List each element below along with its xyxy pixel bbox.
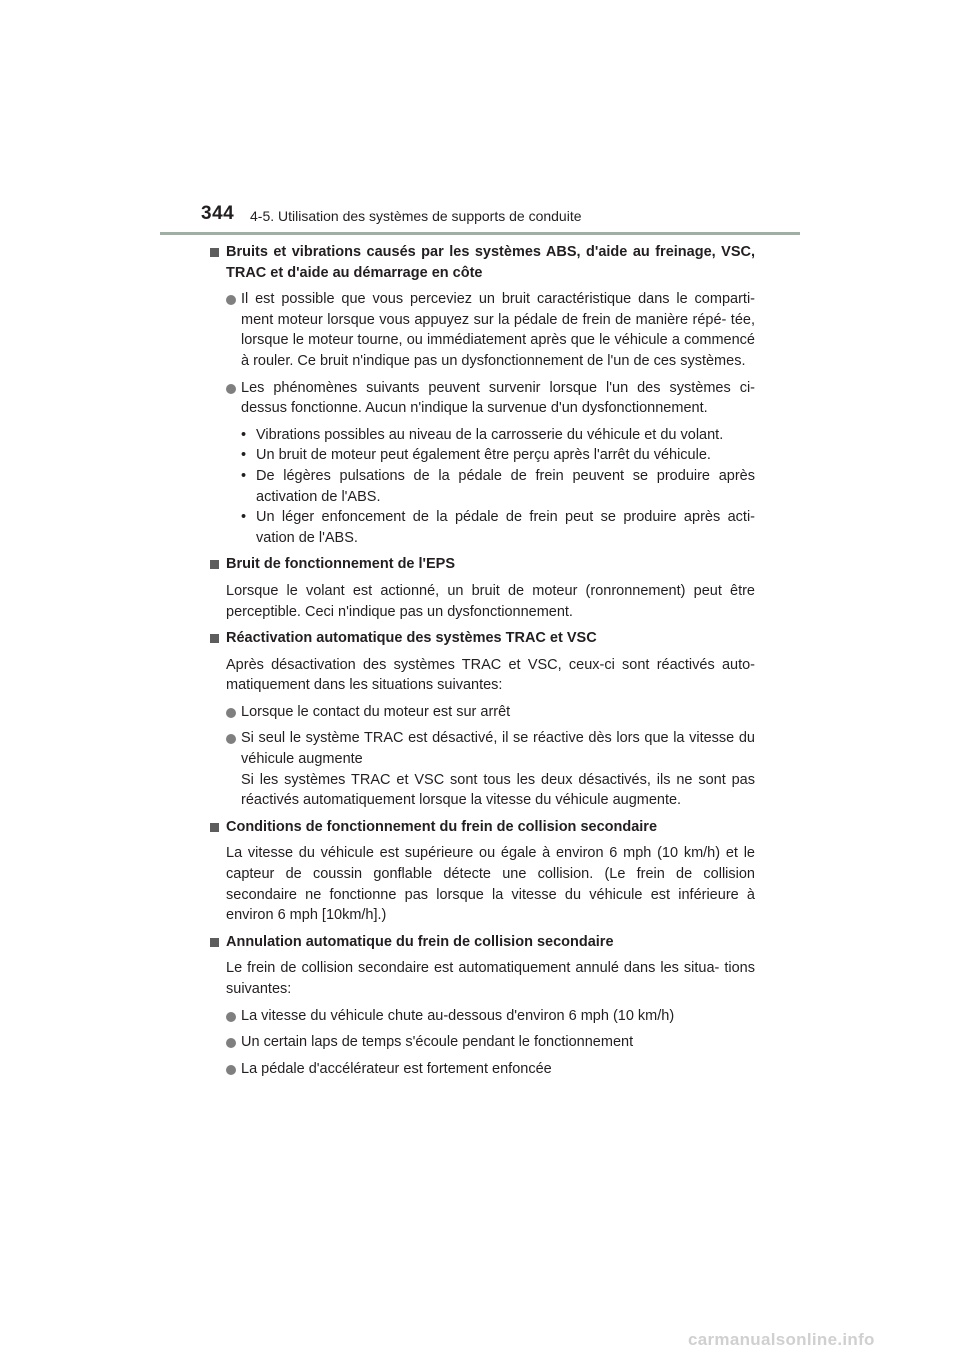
page-content: [210, 242, 755, 1085]
list-item-text: Lorsque le contact du moteur est sur arrêt: [241, 703, 511, 720]
round-bullet-icon: [226, 1065, 236, 1075]
square-bullet-icon: [210, 248, 219, 257]
list-item: [210, 378, 755, 419]
square-bullet-icon: [210, 823, 219, 832]
section-trac-vsc-reactivation: [210, 628, 755, 811]
list-item-text: La vitesse du véhicule chute au-dessous d'environ 6 mph (10 km/h): [241, 1007, 675, 1024]
sub-list: [210, 425, 755, 549]
square-bullet-icon: [210, 560, 219, 569]
section-heading: [210, 242, 755, 283]
heading-text: Bruits et vibrations causés par les systèmes ABS, d'aide au freinage, VSC, TRAC et d'aide au démarrage en côte: [226, 244, 755, 281]
list-item-text: La pédale d'accélérateur est fortement enfoncée: [241, 1060, 552, 1077]
paragraph: Le frein de collision secondaire est automatiquement annulé dans les situa- tions suivantes:: [226, 960, 755, 997]
sub-list-item-text: Un léger enfoncement de la pédale de frein peut se produire après acti- vation de l'ABS.: [256, 509, 755, 546]
section-title: 4-5. Utilisation des systèmes de supports de conduite: [250, 208, 582, 224]
dot-marker-icon: •: [241, 426, 247, 443]
heading-text: Bruit de fonctionnement de l'EPS: [226, 556, 456, 573]
list-item-text: Il est possible que vous perceviez un bruit caractéristique dans le comparti- ment moteur lorsque vous appuyez sur la pédale de frein de manière répé- tée, lorsque le moteur tourne, ou immédiatement après que le véhicule a commencé à rouler. Ce bruit n'indique pas un dysfonctionnement de l'un de ces systèmes.: [241, 291, 755, 369]
section-heading: [210, 932, 755, 953]
list-item-text: Si seul le système TRAC est désactivé, il se réactive dès lors que la vitesse du véhicule augmente: [241, 730, 755, 768]
list-item: [210, 1032, 755, 1053]
round-bullet-icon: [226, 384, 236, 394]
sub-list-item-text: Un bruit de moteur peut également être perçu après l'arrêt du véhicule.: [256, 447, 711, 464]
round-bullet-icon: [226, 734, 236, 744]
section-abs-noise: [210, 242, 755, 548]
section-eps-noise: [210, 554, 755, 622]
heading-text: Réactivation automatique des systèmes TRAC et VSC: [226, 630, 597, 647]
round-bullet-icon: [226, 1012, 236, 1022]
paragraph: Après désactivation des systèmes TRAC et VSC, ceux-ci sont réactivés auto- matiquement dans les situations suivantes:: [226, 656, 755, 694]
round-bullet-icon: [226, 708, 236, 718]
section-heading: [210, 817, 755, 838]
section-heading: [210, 628, 755, 649]
header-rule: [160, 232, 800, 235]
list-item: [210, 702, 755, 723]
watermark: carmanualsonline.info: [688, 1330, 875, 1349]
heading-text: Conditions de fonctionnement du frein de collision secondaire: [226, 818, 658, 835]
list-item: [210, 289, 755, 371]
list-item-text: Un certain laps de temps s'écoule pendant le fonctionnement: [241, 1034, 634, 1051]
round-bullet-icon: [226, 295, 236, 305]
square-bullet-icon: [210, 938, 219, 947]
page-header: [0, 0, 960, 240]
paragraph: Lorsque le volant est actionné, un bruit de moteur (ronronnement) peut être perceptible. Ceci n'indique pas un dysfonctionnement.: [226, 582, 755, 620]
dot-marker-icon: •: [241, 447, 247, 464]
section-secondary-collision-brake-cancellation: [210, 932, 755, 1080]
list-item: [210, 1059, 755, 1080]
sub-list-item: [241, 425, 755, 446]
sub-list-item-text: De légères pulsations de la pédale de frein peuvent se produire après activation de l'ABS.: [256, 467, 755, 505]
list-item: [210, 728, 755, 810]
square-bullet-icon: [210, 634, 219, 643]
paragraph: La vitesse du véhicule est supérieure ou égale à environ 6 mph (10 km/h) et le capteur de coussin gonflable détecte une collision. (Le frein de collision secondaire ne fonctionne pas lorsque la vitesse du véhicule est inférieure à environ 6 mph [10km/h].): [226, 845, 755, 924]
sub-list-item: [241, 507, 755, 548]
sub-list-item: [241, 466, 755, 507]
dot-marker-icon: •: [241, 467, 247, 484]
sub-list-item-text: Vibrations possibles au niveau de la carrosserie du véhicule et du volant.: [256, 426, 724, 443]
heading-text: Annulation automatique du frein de collision secondaire: [226, 933, 614, 950]
dot-marker-icon: •: [241, 509, 247, 526]
section-secondary-collision-brake-conditions: [210, 817, 755, 926]
page-number: 344: [201, 203, 235, 224]
list-item-text: Si les systèmes TRAC et VSC sont tous les deux désactivés, ils ne sont pas réactivés automatiquement lorsque la vitesse du véhicule augmente.: [241, 771, 755, 809]
list-item-text: Les phénomènes suivants peuvent survenir lorsque l'un des systèmes ci- dessus fonctionne. Aucun n'indique la survenue d'un dysfonctionnement.: [241, 379, 755, 417]
sub-list-item: [241, 445, 755, 466]
section-heading: [210, 554, 755, 575]
list-item: [210, 1006, 755, 1027]
round-bullet-icon: [226, 1038, 236, 1048]
